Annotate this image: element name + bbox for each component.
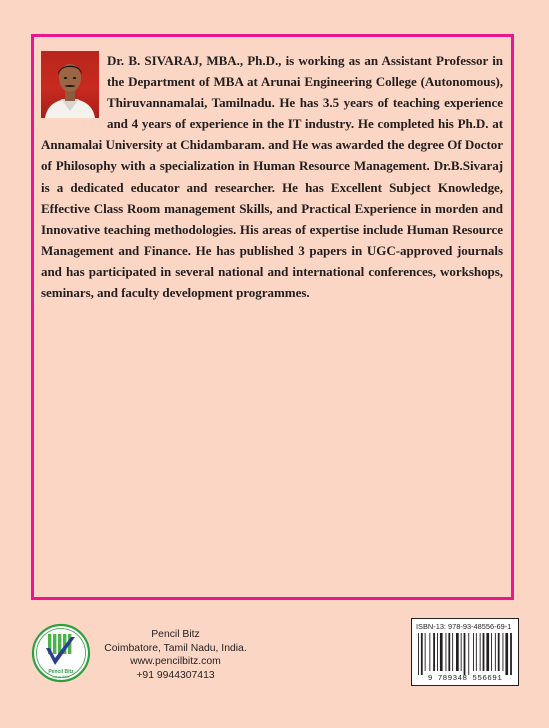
publisher-website: www.pencilbitz.com xyxy=(130,656,221,667)
isbn-label: ISBN-13: 978-93-48556-69-1 xyxy=(416,622,512,631)
barcode-bar xyxy=(452,633,453,671)
isbn-digits: 9 789348 556691 xyxy=(427,675,503,683)
barcode-bar xyxy=(418,633,419,675)
photo-spacer xyxy=(41,50,107,120)
barcode-bar xyxy=(433,633,435,671)
author-bio xyxy=(41,50,503,303)
barcode-bar xyxy=(456,633,459,671)
barcode-bar xyxy=(468,633,469,675)
barcode-bar xyxy=(498,633,500,671)
barcode-bar xyxy=(503,633,504,671)
barcode-bar xyxy=(480,633,481,671)
barcode-bar xyxy=(429,633,430,671)
barcode-bar xyxy=(461,633,462,671)
barcode-bar xyxy=(448,633,450,671)
publisher-phone: +91 9944307413 xyxy=(136,669,215,681)
barcode-bar xyxy=(473,633,474,671)
barcode-bar xyxy=(437,633,438,671)
publisher-name: Pencil Bitz xyxy=(151,629,200,640)
barcode-bar xyxy=(495,633,496,671)
barcode-bar xyxy=(446,633,447,671)
barcode-bar xyxy=(510,633,512,675)
barcode-bars xyxy=(416,633,514,675)
barcode-bar xyxy=(476,633,477,671)
publisher-logo-text: Pencil Bitz xyxy=(48,669,74,675)
barcode-bar xyxy=(486,633,489,671)
publisher-logo xyxy=(31,623,91,683)
barcode-bar xyxy=(483,633,485,671)
barcode-bar xyxy=(425,633,426,671)
publisher-info xyxy=(88,628,263,682)
barcode-bar xyxy=(491,633,492,671)
barcode-bar xyxy=(505,633,508,675)
author-bio-text: Dr. B. SIVARAJ, MBA., Ph.D., is working as an Assistant Professor in the Department of MBA at Arunai Engineering College (Autonomous), Thiruvannamalai, Tamilnadu. He has 3.5 years of teaching experience and 4 years of experience in the IT industry. He completed his Ph.D. at Annamalai University at Chidambaram. and He was awarded the degree Of Doctor of Philosophy with a specialization in Human Resource Management. Dr.B.Sivaraj is a dedicated educator and researcher. He has Excellent Subject Knowledge, Effective Class Room management Skills, and Practical Experience in morden and Innovative teaching methodologies. His areas of expertise include Human Resource Management and Finance. He has published 3 papers in UGC-approved journals and has participated in several national and international conferences, workshops, seminars, and faculty development programmes. xyxy=(41,53,503,301)
publisher-address: Coimbatore, Tamil Nadu, India. xyxy=(104,642,247,654)
barcode-bar xyxy=(421,633,423,675)
isbn-barcode xyxy=(411,618,519,686)
publisher-logo-tagline: Let us Write xyxy=(52,675,70,679)
barcode-bar xyxy=(464,633,466,675)
barcode-bar xyxy=(440,633,443,671)
